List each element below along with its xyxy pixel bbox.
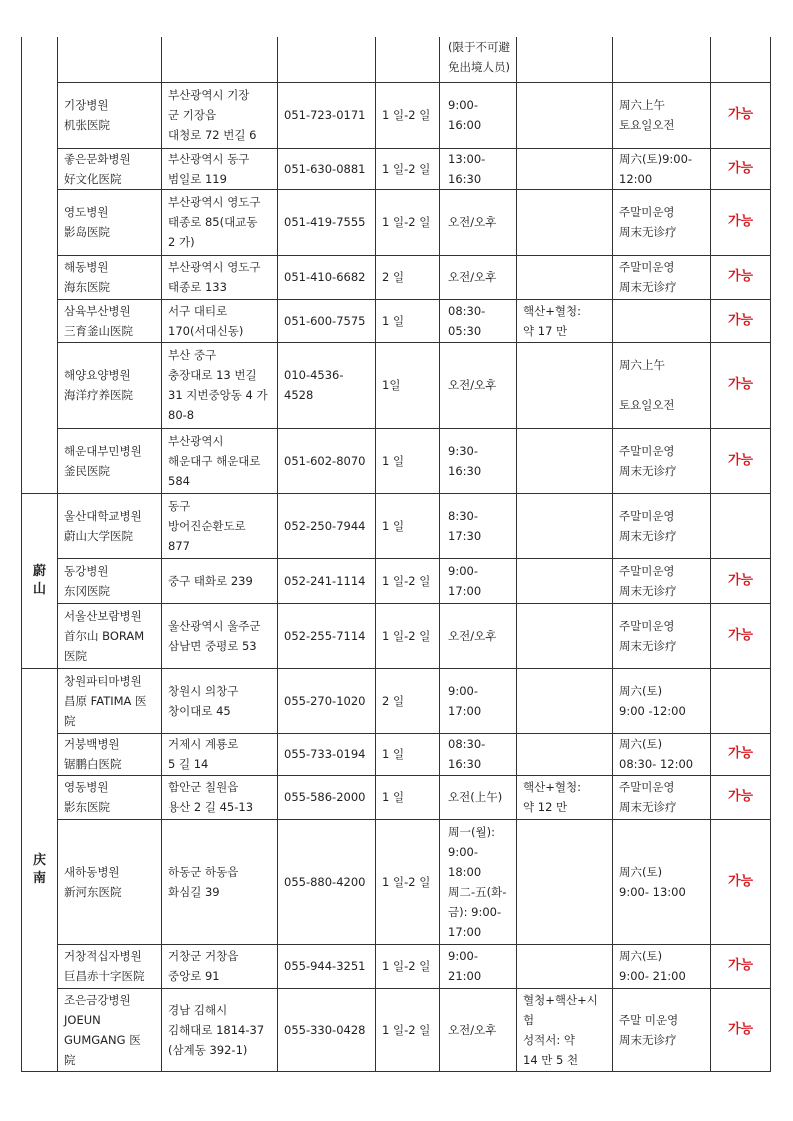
weekend-cell: 주말 미운영 周末无诊疗 (613, 988, 711, 1071)
address-cell: 부산광역시 기장 군 기장읍 대청로 72 번길 6 (162, 82, 278, 148)
address-cell: 경남 김해시 김해대로 1814-37 (삼계동 392-1) (162, 988, 278, 1071)
weekend-cell: 周六(토) 9:00- 13:00 (613, 819, 711, 944)
available-cell: 가능 (711, 255, 771, 299)
cost-cell (517, 944, 613, 988)
weekend-cell (613, 299, 711, 342)
hospital-name-cell: 조은금강병원 JOEUN GUMGANG 医 院 (58, 988, 162, 1071)
address-cell: 중구 태화로 239 (162, 558, 278, 603)
available-cell: 가능 (711, 148, 771, 189)
weekend-cell: 주말미운영 周末无诊疗 (613, 428, 711, 493)
table-row (22, 775, 771, 819)
hours-cell: 오전/오후 (440, 189, 517, 255)
table-row (22, 603, 771, 668)
address-cell: 거제시 계룡로 5 길 14 (162, 733, 278, 775)
address-cell: 부산광역시 영도구 태종로 133 (162, 255, 278, 299)
address-cell: 부산광역시 동구 범일로 119 (162, 148, 278, 189)
cost-cell (517, 255, 613, 299)
weekend-cell: 주말미운영 周末无诊疗 (613, 255, 711, 299)
days-cell (376, 37, 440, 82)
hours-cell: 9:00-17:00 (440, 558, 517, 603)
hours-cell: 9:30-16:30 (440, 428, 517, 493)
cost-cell (517, 558, 613, 603)
hours-cell: 13:00-16:30 (440, 148, 517, 189)
hospital-name-cell: 좋은문화병원 好文化医院 (58, 148, 162, 189)
phone-cell: 051-410-6682 (278, 255, 376, 299)
table-row (22, 148, 771, 189)
days-cell: 1 일-2 일 (376, 189, 440, 255)
days-cell: 1 일-2 일 (376, 988, 440, 1071)
address-cell: 하동군 하동읍 화심길 39 (162, 819, 278, 944)
days-cell: 1 일 (376, 428, 440, 493)
available-cell: 가능 (711, 342, 771, 428)
cost-cell (517, 603, 613, 668)
days-cell: 1 일 (376, 733, 440, 775)
weekend-cell: 周六(토) 9:00- 21:00 (613, 944, 711, 988)
phone-cell: 051-602-8070 (278, 428, 376, 493)
available-cell (711, 668, 771, 733)
table-row (22, 944, 771, 988)
hospital-name-cell: 영도병원 影岛医院 (58, 189, 162, 255)
phone-cell: 055-880-4200 (278, 819, 376, 944)
phone-cell: 055-330-0428 (278, 988, 376, 1071)
days-cell: 1 일-2 일 (376, 819, 440, 944)
weekend-cell: 周六(토) 9:00 -12:00 (613, 668, 711, 733)
weekend-cell: 周六上午 토요일오전 (613, 342, 711, 428)
cost-cell (517, 493, 613, 558)
phone-cell: 055-733-0194 (278, 733, 376, 775)
table-row (22, 819, 771, 944)
hospital-name-cell: 서울산보람병원 首尔山 BORAM 医院 (58, 603, 162, 668)
hours-cell: 오전/오후 (440, 603, 517, 668)
table-row (22, 493, 771, 558)
available-cell: 가능 (711, 988, 771, 1071)
phone-cell: 055-270-1020 (278, 668, 376, 733)
available-cell (711, 37, 771, 82)
address-cell: 부산광역시 영도구 태종로 85(대교동 2 가) (162, 189, 278, 255)
hospital-name-cell: 동강병원 东冈医院 (58, 558, 162, 603)
hospital-name-cell: 창원파티마병원 昌原 FATIMA 医 院 (58, 668, 162, 733)
phone-cell: 010-4536-4528 (278, 342, 376, 428)
available-cell: 가능 (711, 733, 771, 775)
address-cell: 울산광역시 울주군 삼남면 중평로 53 (162, 603, 278, 668)
cost-cell (517, 148, 613, 189)
cost-cell (517, 342, 613, 428)
weekend-cell: 주말미운영 周末无诊疗 (613, 603, 711, 668)
days-cell: 1 일-2 일 (376, 558, 440, 603)
region-cell (22, 37, 58, 493)
hospital-table (21, 37, 771, 1072)
available-cell: 가능 (711, 558, 771, 603)
cost-cell (517, 819, 613, 944)
hours-cell: 오전/오후 (440, 255, 517, 299)
address-cell: 동구 방어진순환도로 877 (162, 493, 278, 558)
available-cell: 가능 (711, 944, 771, 988)
hours-cell: 8:30-17:30 (440, 493, 517, 558)
table-row (22, 255, 771, 299)
table-row (22, 189, 771, 255)
hospital-name-cell: 영동병원 影东医院 (58, 775, 162, 819)
address-cell: 창원시 의창구 창이대로 45 (162, 668, 278, 733)
hours-cell: 오전/오후 (440, 988, 517, 1071)
cost-cell: 핵산+혈청: 약 17 만 (517, 299, 613, 342)
table-row (22, 342, 771, 428)
days-cell: 2 일 (376, 255, 440, 299)
table-row (22, 558, 771, 603)
hospital-name-cell: 기장병원 机张医院 (58, 82, 162, 148)
table-row-continued (22, 37, 771, 82)
cost-cell: 혈청+핵산+시험 성적서: 약 14 만 5 천 (517, 988, 613, 1071)
hospital-name-cell: 해운대부민병원 釜民医院 (58, 428, 162, 493)
cost-cell (517, 668, 613, 733)
days-cell: 1 일 (376, 299, 440, 342)
address-cell (162, 37, 278, 82)
weekend-cell (613, 37, 711, 82)
hours-cell: 9:00-16:00 (440, 82, 517, 148)
hospital-name-cell: 해동병원 海东医院 (58, 255, 162, 299)
phone-cell: 052-241-1114 (278, 558, 376, 603)
days-cell: 1 일-2 일 (376, 148, 440, 189)
hours-cell: 周一(월): 9:00-18:00 周二-五(화- 금): 9:00- 17:00 (440, 819, 517, 944)
hours-cell: 9:00-17:00 (440, 668, 517, 733)
address-cell: 부산광역시 해운대구 해운대로 584 (162, 428, 278, 493)
available-cell: 가능 (711, 189, 771, 255)
hospital-name-cell: 울산대학교병원 蔚山大学医院 (58, 493, 162, 558)
hours-cell: 오전(上午) (440, 775, 517, 819)
hospital-name-cell: 해양요양병원 海洋疗养医院 (58, 342, 162, 428)
weekend-cell: 주말미운영 周末无诊疗 (613, 189, 711, 255)
days-cell: 1일 (376, 342, 440, 428)
address-cell: 함안군 칠원읍 용산 2 길 45-13 (162, 775, 278, 819)
available-cell: 가능 (711, 603, 771, 668)
weekend-cell: 周六(토)9:00- 12:00 (613, 148, 711, 189)
phone-cell: 051-419-7555 (278, 189, 376, 255)
weekend-cell: 주말미운영 周末无诊疗 (613, 493, 711, 558)
weekend-cell: 周六上午 토요일오전 (613, 82, 711, 148)
hours-cell: 오전/오후 (440, 342, 517, 428)
weekend-cell: 주말미운영 周末无诊疗 (613, 558, 711, 603)
hours-cell: 08:30-05:30 (440, 299, 517, 342)
address-cell: 부산 중구 충장대로 13 번길 31 지번중앙동 4 가 80-8 (162, 342, 278, 428)
days-cell: 1 일 (376, 493, 440, 558)
cost-cell: 핵산+혈청: 약 12 만 (517, 775, 613, 819)
hours-cell: 08:30-16:30 (440, 733, 517, 775)
table-row (22, 668, 771, 733)
table-row (22, 299, 771, 342)
cost-cell (517, 428, 613, 493)
phone-cell: 055-586-2000 (278, 775, 376, 819)
hospital-name-cell: 거붕백병원 锯鹏白医院 (58, 733, 162, 775)
hospital-name-cell: 삼육부산병원 三育釜山医院 (58, 299, 162, 342)
weekend-cell: 주말미운영 周末无诊疗 (613, 775, 711, 819)
hours-cell: (限于不可避 免出境人员) (440, 37, 517, 82)
table-row (22, 988, 771, 1071)
available-cell: 가능 (711, 428, 771, 493)
available-cell (711, 493, 771, 558)
available-cell: 가능 (711, 775, 771, 819)
phone-cell: 052-250-7944 (278, 493, 376, 558)
table-row (22, 428, 771, 493)
phone-cell: 052-255-7114 (278, 603, 376, 668)
days-cell: 1 일-2 일 (376, 603, 440, 668)
weekend-cell: 周六(토) 08:30- 12:00 (613, 733, 711, 775)
days-cell: 1 일-2 일 (376, 82, 440, 148)
cost-cell (517, 37, 613, 82)
hospital-name-cell (58, 37, 162, 82)
address-cell: 거창군 거창읍 중앙로 91 (162, 944, 278, 988)
address-cell: 서구 대티로 170(서대신동) (162, 299, 278, 342)
table-row (22, 82, 771, 148)
hours-cell: 9:00-21:00 (440, 944, 517, 988)
cost-cell (517, 82, 613, 148)
hospital-name-cell: 거창적십자병원 巨昌赤十字医院 (58, 944, 162, 988)
days-cell: 2 일 (376, 668, 440, 733)
cost-cell (517, 733, 613, 775)
phone-cell: 051-630-0881 (278, 148, 376, 189)
phone-cell: 055-944-3251 (278, 944, 376, 988)
available-cell: 가능 (711, 299, 771, 342)
region-cell: 庆 南 (22, 668, 58, 1071)
days-cell: 1 일-2 일 (376, 944, 440, 988)
phone-cell (278, 37, 376, 82)
table-row (22, 733, 771, 775)
phone-cell: 051-600-7575 (278, 299, 376, 342)
hospital-name-cell: 새하동병원 新河东医院 (58, 819, 162, 944)
available-cell: 가능 (711, 819, 771, 944)
available-cell: 가능 (711, 82, 771, 148)
region-cell: 蔚 山 (22, 493, 58, 668)
cost-cell (517, 189, 613, 255)
days-cell: 1 일 (376, 775, 440, 819)
phone-cell: 051-723-0171 (278, 82, 376, 148)
